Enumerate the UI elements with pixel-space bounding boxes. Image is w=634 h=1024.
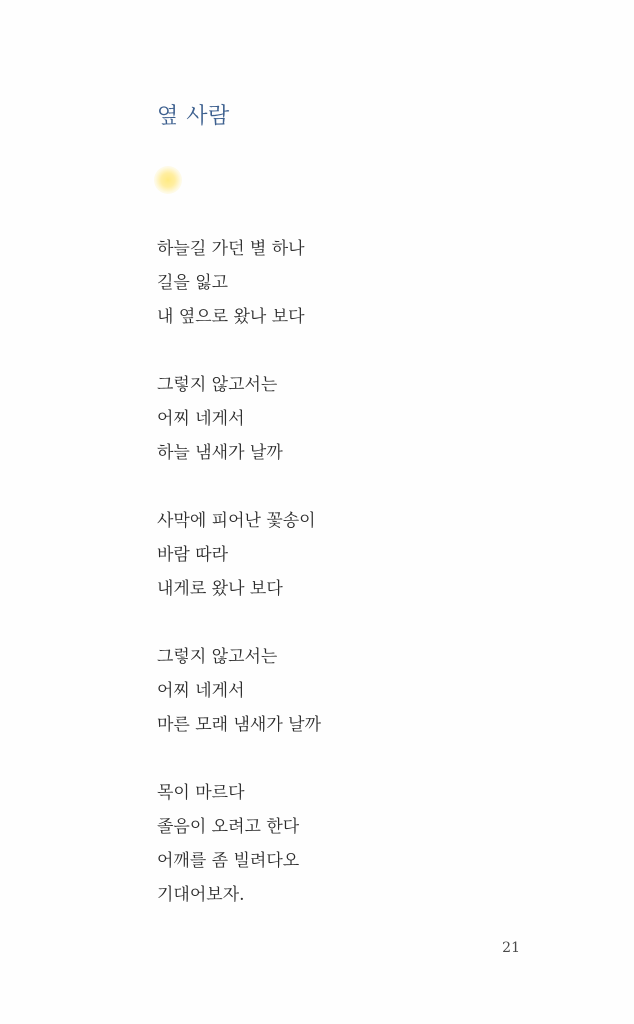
poem-line: 내게로 왔나 보다 <box>157 579 283 599</box>
poem-line: 하늘 냄새가 날까 <box>157 443 283 463</box>
poem-body <box>157 232 577 946</box>
poem-line: 목이 마르다 <box>157 783 245 803</box>
poem-line: 그렇지 않고서는 <box>157 647 278 667</box>
stanza <box>157 640 577 742</box>
poem-line: 하늘길 가던 별 하나 <box>157 239 305 259</box>
sun-glow-icon <box>154 166 182 194</box>
poem-line: 길을 잃고 <box>157 273 229 293</box>
stanza <box>157 504 577 606</box>
poem-line: 어찌 네게서 <box>157 409 245 429</box>
poem-line: 기대어보자. <box>157 885 245 905</box>
poem-line: 어깨를 좀 빌려다오 <box>157 851 300 871</box>
stanza <box>157 776 577 912</box>
poem-title: 옆 사람 <box>157 104 230 129</box>
poem-line: 사막에 피어난 꽃송이 <box>157 511 316 531</box>
poem-line: 졸음이 오려고 한다 <box>157 817 300 837</box>
stanza <box>157 368 577 470</box>
page-number: 21 <box>502 940 520 956</box>
stanza <box>157 232 577 334</box>
poem-line: 어찌 네게서 <box>157 681 245 701</box>
poem-line: 마른 모래 냄새가 날까 <box>157 715 322 735</box>
poem-line: 그렇지 않고서는 <box>157 375 278 395</box>
poem-line: 내 옆으로 왔나 보다 <box>157 307 305 327</box>
poem-line: 바람 따라 <box>157 545 229 565</box>
